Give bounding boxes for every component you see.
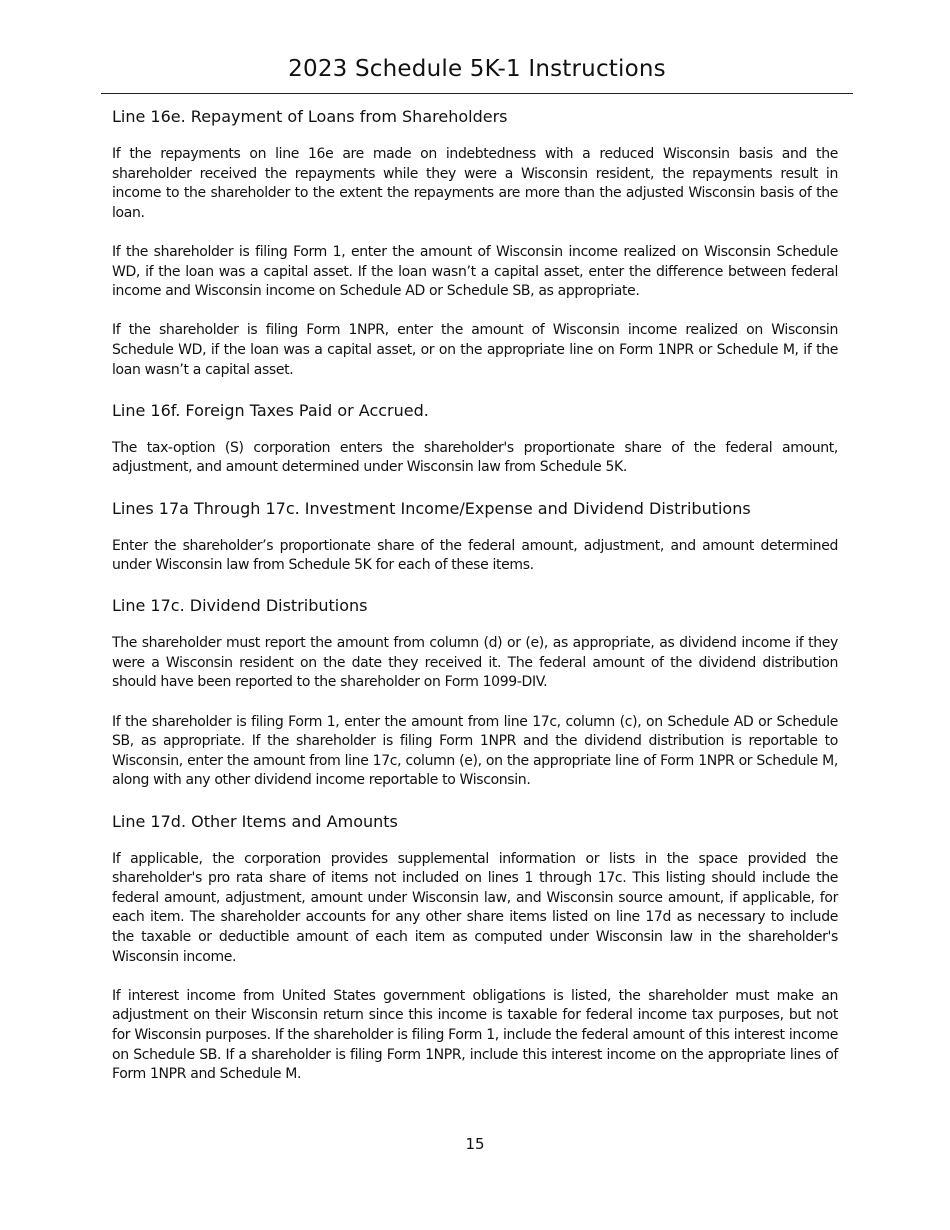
paragraph: If the shareholder is filing Form 1, enter the amount from line 17c, column (c), on Schedule AD or Schedule SB, as appropriate. If the shareholder is filing Form 1NPR and the dividend distribution is reportable to Wisconsin, enter the amount from line 17c, column (e), on the appropriate line of Form 1NPR or Schedule M, along with any other dividend income reportable to Wisconsin. [112,713,838,789]
section-line-16e [112,106,838,380]
section-lines-17a-17c [112,498,838,576]
section-heading: Line 16e. Repayment of Loans from Shareholders [112,107,508,126]
paragraph: If interest income from United States government obligations is listed, the shareholder must make an adjustment on their Wisconsin return since this income is taxable for federal income tax purposes, but not for Wisconsin purposes. If the shareholder is filing Form 1, include the federal amount of this interest income on Schedule SB. If a shareholder is filing Form 1NPR, include this interest income on the appropriate lines of Form 1NPR and Schedule M. [112,987,838,1083]
document-body [112,106,838,1104]
paragraph: If the shareholder is filing Form 1NPR, enter the amount of Wisconsin income realized on Wisconsin Schedule WD, if the loan was a capital asset, or on the appropriate line on Form 1NPR or Schedule M, if the loan wasn’t a capital asset. [112,322,838,378]
section-heading: Line 16f. Foreign Taxes Paid or Accrued. [112,400,429,420]
paragraph: If the shareholder is filing Form 1, enter the amount of Wisconsin income realized on Wisconsin Schedule WD, if the loan was a capital asset. If the loan wasn’t a capital asset, enter the difference between federal income and Wisconsin income on Schedule AD or Schedule SB, as appropriate. [112,243,838,300]
paragraph: If applicable, the corporation provides supplemental information or lists in the space provided the shareholder's pro rata share of items not included on lines 1 through 17c. This listing should include the federal amount, adjustment, amount under Wisconsin law, and Wisconsin source amount, if applicable, for each item. The shareholder accounts for any other share items listed on line 17d as necessary to include the taxable or deductible amount of each item as computed under Wisconsin law in the shareholder's Wisconsin income. [112,850,838,965]
page-header [101,52,853,94]
paragraph: The tax-option (S) corporation enters the shareholder's proportionate share of the federal amount, adjustment, and amount determined under Wisconsin law from Schedule 5K. [112,439,838,476]
paragraph: Enter the shareholder’s proportionate share of the federal amount, adjustment, and amount determined under Wisconsin law from Schedule 5K for each of these items. [112,537,838,574]
section-heading: Line 17d. Other Items and Amounts [112,811,398,831]
paragraph: If the repayments on line 16e are made on indebtedness with a reduced Wisconsin basis and the shareholder received the repayments while they were a Wisconsin resident, the repayments result in income to the shareholder to the extent the repayments are more than the adjusted Wisconsin basis of the loan. [112,146,838,221]
section-line-17c [112,595,838,791]
section-heading: Lines 17a Through 17c. Investment Income/Expense and Dividend Distributions [112,498,751,518]
section-line-16f [112,400,838,478]
section-line-17d [112,811,838,1085]
section-heading: Line 17c. Dividend Distributions [112,596,368,616]
paragraph: The shareholder must report the amount from column (d) or (e), as appropriate, as dividend income if they were a Wisconsin resident on the date they received it. The federal amount of the dividend distribution should have been reported to the shareholder on Form 1099-DIV. [112,635,838,691]
page-number: 15 [465,1135,485,1153]
page-title: 2023 Schedule 5K-1 Instructions [288,56,666,82]
